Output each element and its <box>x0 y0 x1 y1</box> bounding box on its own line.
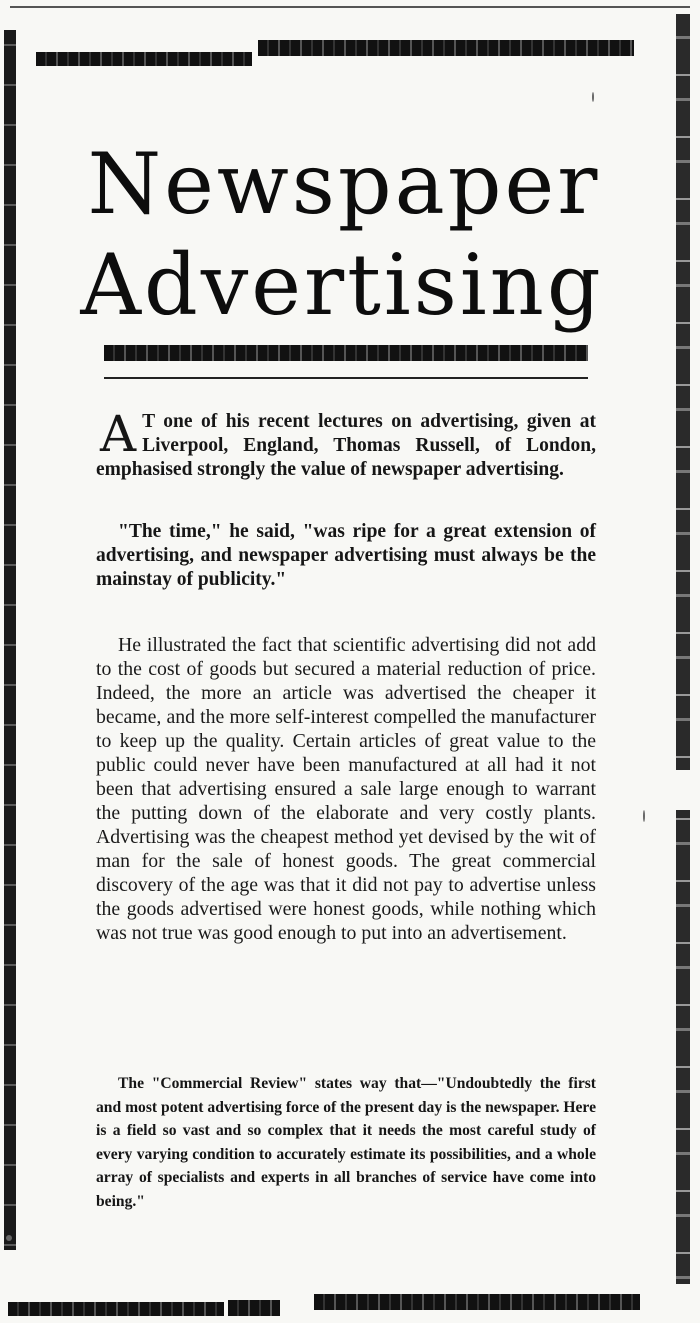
title-rule-thin <box>104 377 588 379</box>
paragraph-2: "The time," he said, "was ripe for a great extension of advertising, and newspaper advertising must always be the mainstay of publicity." <box>96 521 596 590</box>
bottom-rule-right <box>314 1294 640 1310</box>
headline-line-2: Advertising <box>80 236 604 334</box>
top-rule-left <box>36 52 252 66</box>
bottom-rule-mid <box>228 1300 280 1316</box>
headline-line-1: Newspaper <box>87 135 601 233</box>
scan-edge-gap <box>676 770 690 810</box>
title-rule <box>104 345 588 361</box>
scan-speck <box>592 92 594 102</box>
paragraph-1-text: T one of his recent lectures on advertising, given at Liverpool, England, Thomas Russell, of London, emphasised strongly the value of newspaper advertising. <box>96 411 596 480</box>
scan-speck <box>6 1235 12 1241</box>
bottom-rule-left <box>8 1302 224 1316</box>
scan-speck <box>643 810 645 822</box>
top-rule-right <box>258 40 634 56</box>
paragraph-4: The "Commercial Review" states way that—"Undoubtedly the first and most potent advertising force of the present day is the newspaper. Here is a field so vast and so complex that it needs the most careful study of every varying condition to accurately estimate its possibilities, and a whole array of specialists and experts in all branches of service have come into being." <box>96 1075 596 1210</box>
drop-cap: A <box>100 405 137 463</box>
paragraph-3: He illustrated the fact that scientific advertising did not add to the cost of goods but secured a material reduction of price. Indeed, the more an article was advertised the cheaper it became, and the more self-interest compelled the manufacturer to keep up the quality. Certain articles of great value to the public could never have been manufactured at all had it not been that advertising ensured a sale large enough to warrant the putting down of the elaborate and very costly plants. Advertising was the cheapest method yet devised by the wit of man for the sale of honest goods. The great commercial discovery of the age was that it did not pay to advertise unless the goods advertised were honest goods, while nothing which was not true was good enough to put into an advertisement. <box>96 634 596 944</box>
paragraph-1 <box>96 405 596 482</box>
scan-edge-top <box>10 6 690 8</box>
